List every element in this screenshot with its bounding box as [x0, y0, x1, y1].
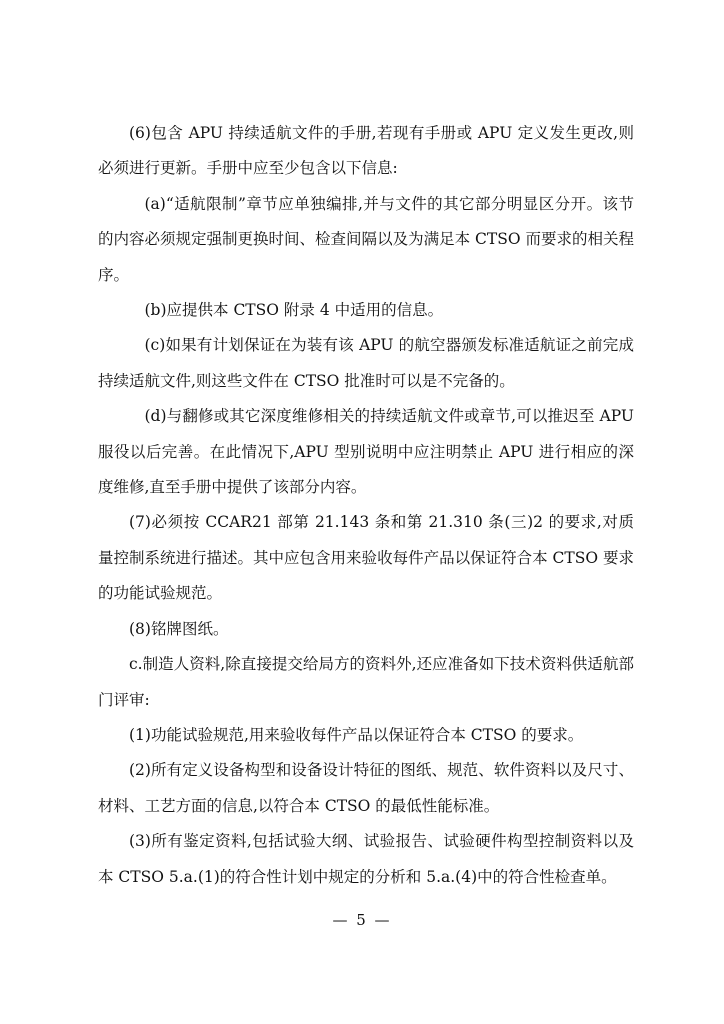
body-text	[98, 116, 634, 895]
paragraph-6: (6)包含 APU 持续适航文件的手册,若现有手册或 APU 定义发生更改,则必须进行更新。手册中应至少包含以下信息:	[98, 124, 634, 178]
paragraph-6a: (a)“适航限制”章节应单独编排,并与文件的其它部分明显区分开。该节的内容必须规定强制更换时间、检查间隔以及为满足本 CTSO 而要求的相关程序。	[98, 194, 634, 284]
paragraph-c: c.制造人资料,除直接提交给局方的资料外,还应准备如下技术资料供适航部门评审:	[98, 655, 634, 709]
paragraph-6d: (d)与翻修或其它深度维修相关的持续适航文件或章节,可以推迟至 APU 服役以后完善。在此情况下,APU 型别说明中应注明禁止 APU 进行相应的深度维修,直至手册中提供了该部分内容。	[98, 407, 634, 497]
paragraph-c1: (1)功能试验规范,用来验收每件产品以保证符合本 CTSO 的要求。	[129, 725, 584, 744]
paragraph-c2: (2)所有定义设备构型和设备设计特征的图纸、规范、软件资料以及尺寸、材料、工艺方面的信息,以符合本 CTSO 的最低性能标准。	[98, 761, 634, 815]
page-number: — 5 —	[332, 911, 392, 929]
paragraph-8: (8)铭牌图纸。	[129, 619, 229, 638]
paragraph-c3: (3)所有鉴定资料,包括试验大纲、试验报告、试验硬件构型控制资料以及本 CTSO 5.a.(1)的符合性计划中规定的分析和 5.a.(4)中的符合性检查单。	[98, 832, 634, 886]
paragraph-7: (7)必须按 CCAR21 部第 21.143 条和第 21.310 条(三)2 的要求,对质量控制系统进行描述。其中应包含用来验收每件产品以保证符合本 CTSO 要求的功能试验规范。	[98, 513, 634, 603]
paragraph-6b: (b)应提供本 CTSO 附录 4 中适用的信息。	[144, 301, 444, 320]
paragraph-6c: (c)如果有计划保证在为装有该 APU 的航空器颁发标准适航证之前完成持续适航文件,则这些文件在 CTSO 批准时可以是不完备的。	[98, 336, 634, 390]
